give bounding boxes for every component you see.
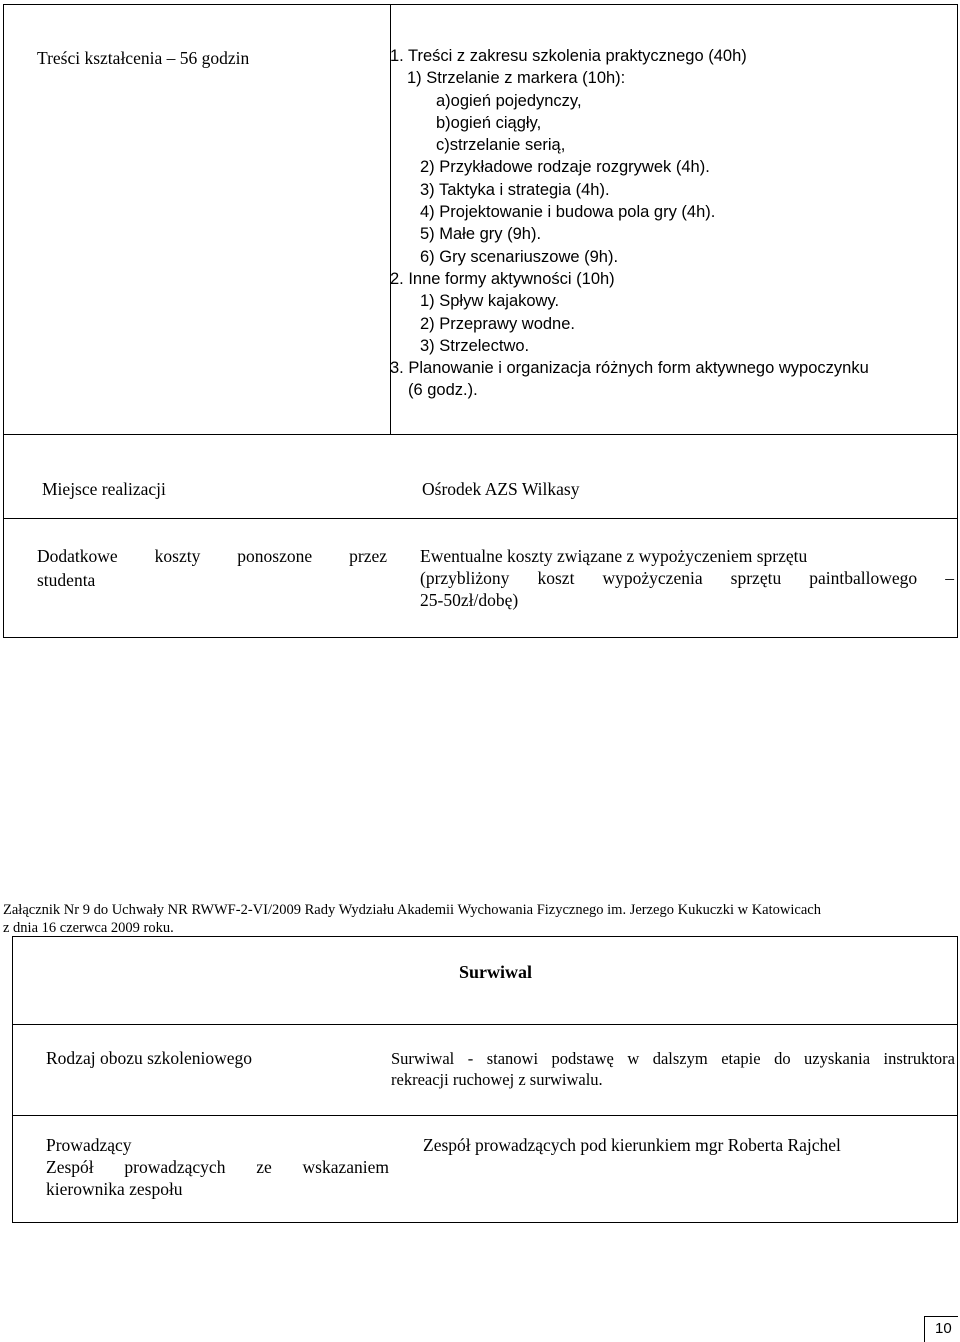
place-label: Miejsce realizacji: [42, 479, 166, 499]
list-item: 3. Planowanie i organizacja różnych form aktywnego wypoczynku: [390, 359, 869, 378]
curriculum-content: [390, 47, 869, 404]
camp-type-label: Rodzaj obozu szkoleniowego: [46, 1048, 253, 1068]
attachment-note-line1: Załącznik Nr 9 do Uchwały NR RWWF-2-VI/2009 Rady Wydziału Akademii Wychowania Fizycznego im. Jerzego Kukuczki w Katowicach: [3, 902, 821, 918]
page-number: 10: [935, 1320, 952, 1337]
costs-value-line3: 25-50zł/dobę): [420, 590, 519, 610]
table-row-separator: [3, 518, 958, 519]
list-item: 6) Gry scenariuszowe (9h).: [420, 247, 619, 266]
costs-label-line2: studenta: [37, 570, 96, 590]
lead-label-line3: kierownika zespołu: [46, 1179, 183, 1199]
list-item: c)strzelanie serią,: [436, 136, 566, 155]
costs-label-line1: Dodatkowe koszty ponoszone przez: [37, 546, 387, 566]
camp-type-value-line1: Surwiwal - stanowi podstawę w dalszym etapie do uzyskania instruktora: [391, 1049, 955, 1068]
list-item: (6 godz.).: [408, 381, 478, 400]
list-item: 4) Projektowanie i budowa pola gry (4h).: [420, 203, 716, 222]
list-item: b)ogień ciągły,: [436, 113, 542, 132]
costs-value-line2: (przybliżony koszt wypożyczenia sprzętu paintballowego –: [420, 568, 954, 588]
list-item: 3) Taktyka i strategia (4h).: [420, 180, 610, 199]
place-value: Ośrodek AZS Wilkasy: [422, 479, 580, 499]
table-row-separator: [12, 1115, 958, 1116]
lead-label-line2: Zespół prowadzących ze wskazaniem: [46, 1157, 389, 1177]
costs-value-line1: Ewentualne koszty związane z wypożyczeniem sprzętu: [420, 546, 808, 566]
list-item: a)ogień pojedynczy,: [436, 91, 582, 110]
table-row-separator: [3, 434, 958, 435]
lead-value: Zespół prowadzących pod kierunkiem mgr Roberta Rajchel: [423, 1135, 841, 1155]
list-item: 1) Spływ kajakowy.: [420, 292, 560, 311]
camp-type-value-line2: rekreacji ruchowej z surwiwalu.: [391, 1070, 603, 1089]
attachment-note-line2: z dnia 16 czerwca 2009 roku.: [3, 920, 174, 936]
list-item: 2) Przeprawy wodne.: [420, 314, 575, 333]
table-title: Surwiwal: [459, 962, 533, 982]
curriculum-label: Treści kształcenia – 56 godzin: [37, 48, 250, 68]
table-row-separator: [12, 1024, 958, 1025]
list-item: 2. Inne formy aktywności (10h): [390, 269, 615, 288]
list-item: 1) Strzelanie z markera (10h):: [407, 69, 626, 88]
list-item: 1. Treści z zakresu szkolenia praktycznego (40h): [390, 47, 747, 65]
lead-label-line1: Prowadzący: [46, 1135, 132, 1155]
list-item: 3) Strzelectwo.: [420, 336, 530, 355]
list-item: 2) Przykładowe rodzaje rozgrywek (4h).: [420, 158, 710, 177]
list-item: 5) Małe gry (9h).: [420, 225, 542, 244]
